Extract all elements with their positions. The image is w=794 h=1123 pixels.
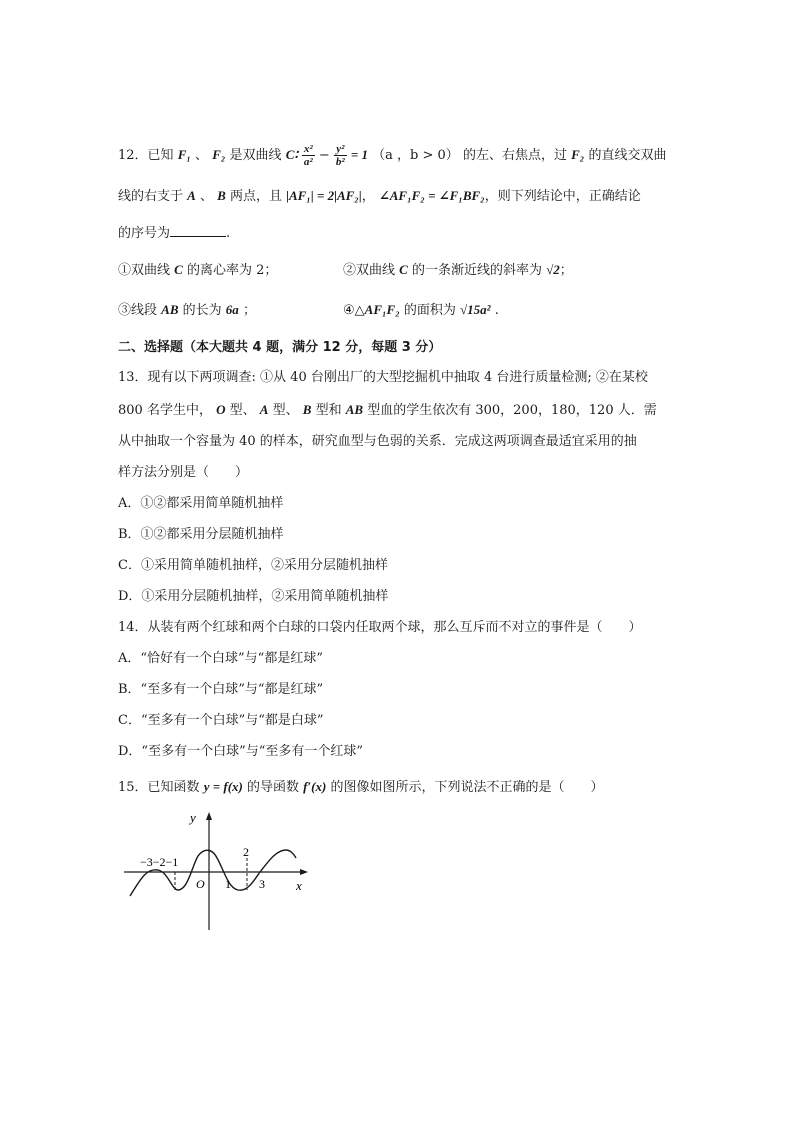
q12-option-2	[343, 260, 573, 281]
option-text: .	[494, 303, 499, 318]
q13-option-a[interactable]: A．①②都采用简单随机抽样	[118, 496, 284, 511]
origin-label: O	[196, 877, 205, 891]
q13-line-3: 从中抽取一个容量为 40 的样本，研究血型与色弱的关系．完成这两项调查最适宜采用的抽	[118, 434, 637, 449]
math-abs-expression: |AF₁| = 2|AF₂|	[286, 188, 362, 203]
math-triangle: AF₁F₂	[364, 302, 400, 317]
option-text: ；	[242, 303, 256, 318]
derivative-graph	[118, 808, 318, 938]
q12-text: ，则下列结论中，正确结论	[484, 189, 641, 204]
fraction-x2-a2	[302, 143, 315, 168]
math-C: C	[285, 147, 295, 162]
math-C: C	[174, 262, 183, 277]
math-sqrt2: √2	[546, 262, 560, 277]
option-text: 的面积为	[403, 303, 456, 318]
q13-option-d[interactable]: D．①采用分层随机抽样，②采用简单随机抽样	[118, 589, 389, 604]
math-colon: ∶	[294, 147, 298, 162]
math-F2: F₂	[212, 147, 226, 162]
math-AB: AB	[161, 302, 179, 317]
q12-text: 的直线交双曲	[588, 148, 667, 163]
separator: 、	[195, 148, 209, 163]
y-label: y	[190, 810, 196, 825]
tick-label-3: 3	[259, 877, 265, 891]
q13-text: 型、	[272, 403, 299, 418]
math-function: y = f(x)	[203, 779, 243, 794]
q13-text: 型和	[315, 403, 342, 418]
option-text: ④△	[343, 303, 365, 318]
frac-num: y²	[334, 143, 347, 156]
q13-text: 800 名学生中，	[118, 403, 212, 418]
math-C: C	[399, 262, 408, 277]
option-text: ①双曲线	[118, 263, 171, 278]
q12-text: 线的右支于	[118, 189, 184, 204]
option-text: 的一条渐近线的斜率为	[411, 263, 542, 278]
fraction-y2-b2	[334, 143, 347, 168]
frac-den: a²	[303, 156, 313, 168]
math-O: O	[216, 402, 226, 417]
math-6a: 6a	[225, 302, 239, 317]
q12-line-2	[118, 186, 641, 207]
q12-text: 的左、右焦点，过	[462, 148, 567, 163]
section-heading: 二、选择题（本大题共 4 题，满分 12 分，每题 3 分）	[118, 340, 442, 355]
math-F1: F₁	[177, 147, 191, 162]
q15-text: 的导函数	[247, 780, 300, 795]
q12-text: 两点，且	[229, 189, 282, 204]
q12-line-1	[118, 143, 666, 168]
q14-option-a[interactable]: A．“恰好有一个白球”与“都是红球”	[118, 651, 323, 666]
tick-labels-negative: −3−2−1	[140, 855, 179, 869]
q13-line-4: 样方法分别是（ ）	[118, 465, 249, 480]
math-A: A	[187, 188, 196, 203]
x-axis-arrow-icon	[300, 869, 308, 875]
math-A: A	[259, 402, 269, 417]
math-F2: F₂	[571, 147, 585, 162]
q13-option-c[interactable]: C．①采用简单随机抽样，②采用分层随机抽样	[118, 558, 388, 573]
frac-den: b²	[335, 156, 345, 168]
q12-text: 的序号为	[118, 226, 171, 241]
q14-stem: 14．从装有两个红球和两个白球的口袋内任取两个球，那么互斥而不对立的事件是（ ）	[118, 620, 642, 635]
q12-text: 12．已知	[118, 148, 174, 163]
separator: ，	[361, 189, 375, 204]
separator: 、	[199, 189, 213, 204]
q15-stem	[118, 777, 603, 798]
q14-option-d[interactable]: D．“至多有一个白球”与“至多有一个红球”	[118, 744, 364, 759]
q12-text: .	[226, 226, 231, 241]
answer-blank[interactable]	[170, 224, 226, 237]
option-text: 的离心率为 2；	[186, 263, 278, 278]
math-derivative: f′(x)	[303, 779, 327, 794]
q13-line-1: 13．现有以下两项调查: ①从 40 台刚出厂的大型挖掘机中抽取 4 台进行质量检测; ②在某校	[118, 370, 648, 385]
math-angle-expression: ∠AF₁F₂ = ∠F₁BF₂	[378, 188, 485, 203]
y-axis-arrow-icon	[206, 812, 212, 820]
math-minus: −	[318, 148, 330, 163]
math-B: B	[302, 402, 312, 417]
q13-line-2	[118, 400, 657, 421]
q15-text: 15．已知函数	[118, 780, 200, 795]
tick-label-2: 2	[243, 845, 249, 859]
q13-option-b[interactable]: B．①②都采用分层随机抽样	[118, 527, 284, 542]
q12-option-1	[118, 260, 277, 281]
option-text: 的长为	[182, 303, 222, 318]
option-text: ；	[559, 263, 573, 278]
q13-text: 型、	[229, 403, 256, 418]
q13-text: 型血的学生依次有 300，200，180，120 人．需	[367, 403, 657, 418]
tick-label-1: 1	[225, 877, 231, 891]
q12-option-4	[343, 300, 499, 321]
q12-line-3	[118, 224, 230, 244]
option-text: ②双曲线	[343, 263, 396, 278]
frac-num: x²	[303, 143, 313, 155]
x-label: x	[296, 878, 302, 893]
math-AB: AB	[345, 402, 364, 417]
q12-option-3	[118, 300, 256, 321]
math-equals-1: = 1	[350, 147, 369, 162]
q14-option-b[interactable]: B．“至多有一个白球”与“都是红球”	[118, 682, 324, 697]
q15-text: 的图像如图所示，下列说法不正确的是（ ）	[330, 780, 604, 795]
option-text: ③线段	[118, 303, 158, 318]
math-condition: （a ，b > 0）	[372, 148, 459, 163]
q12-text: 是双曲线	[229, 148, 282, 163]
math-B: B	[217, 188, 226, 203]
q14-option-c[interactable]: C．“至多有一个白球”与“都是白球”	[118, 713, 324, 728]
math-sqrt15a2: √15a²	[460, 302, 491, 317]
